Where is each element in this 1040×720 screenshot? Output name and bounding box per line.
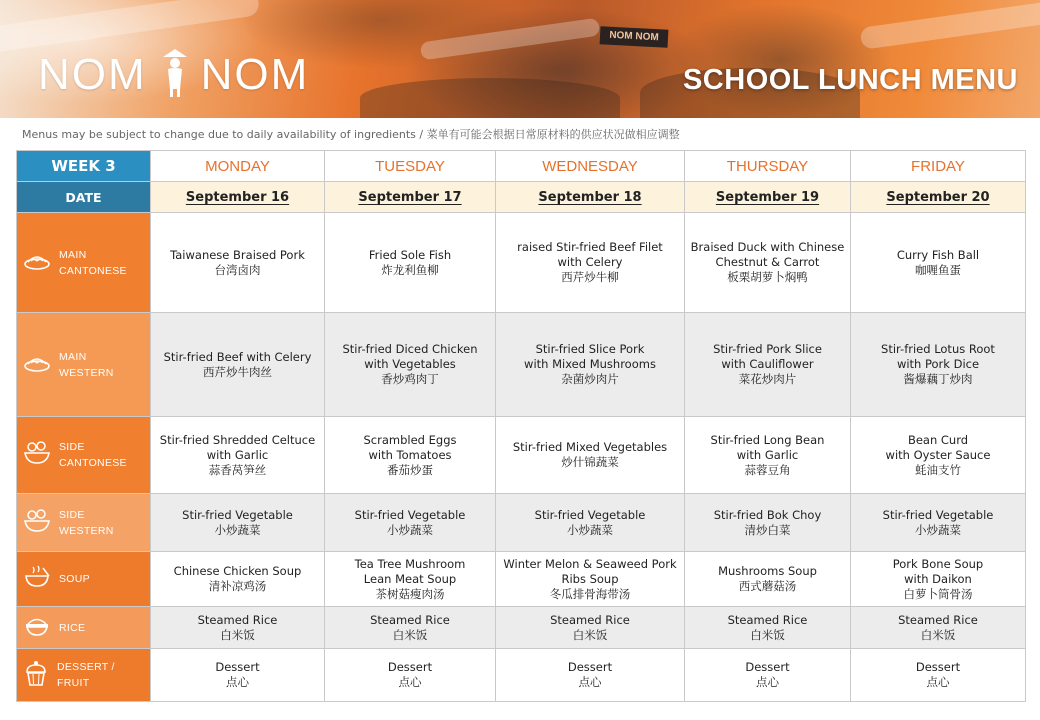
dish-text-line: Pork Bone Soup <box>892 556 984 571</box>
dish-text-line: Tea Tree Mushroom <box>354 556 466 571</box>
dish-text-line: with Vegetables <box>364 357 456 371</box>
brand-text-right: NOM <box>200 50 310 99</box>
dish-text-line: 茶树菇瘦肉汤 <box>375 586 445 601</box>
dish-text-line: 咖喱鱼蛋 <box>915 262 961 277</box>
dish-text-line: Steamed Rice <box>727 612 808 627</box>
dish-text-line: 小炒蔬菜 <box>915 522 961 537</box>
dish-text-line: 板栗胡萝卜焖鸭 <box>727 270 808 284</box>
dish-text-line: Stir-fried Long Bean <box>710 432 825 447</box>
dish-cell <box>151 552 325 607</box>
dish-cell <box>325 607 496 649</box>
dish-cell <box>496 607 685 649</box>
category-cell <box>17 213 151 313</box>
dish-cell <box>151 417 325 494</box>
shop-sign: NOM NOM <box>600 26 669 48</box>
dish-text-line: 小炒蔬菜 <box>567 522 613 537</box>
salad-bowl-icon <box>23 508 51 538</box>
dish-cell <box>325 417 496 494</box>
dish-text-line: Steamed Rice <box>898 612 978 627</box>
category-label-line: CANTONESE <box>59 457 127 469</box>
date-friday: September 20 <box>851 182 1026 213</box>
dish-text-line: Stir-fried Shredded Celtuce <box>159 432 316 447</box>
date-wednesday: September 18 <box>496 182 685 213</box>
dish-text-line: 炒什锦蔬菜 <box>561 455 619 469</box>
category-cell <box>17 494 151 552</box>
dish-text-line: 点心 <box>756 675 779 689</box>
dish-text-line: with Tomatoes <box>368 447 452 462</box>
dish-cell <box>151 313 325 417</box>
availability-notice: Menus may be subject to change due to daily availability of ingredients / 菜单有可能会根据日常原材料的供应状况做相应调整 <box>22 128 680 141</box>
dish-text-line: 蚝油支竹 <box>915 462 961 477</box>
dish-text-line: Stir-fried Vegetable <box>354 507 466 522</box>
dish-cell <box>685 313 851 417</box>
dish-text-line: 番茄炒蛋 <box>387 462 433 477</box>
category-cell <box>17 313 151 417</box>
cupcake-icon <box>23 659 49 691</box>
dish-text-line: 白米饭 <box>220 627 255 642</box>
dish-text-line: 白米饭 <box>572 627 608 642</box>
dish-text-line: Stir-fried Slice Pork <box>535 342 645 356</box>
dish-cell <box>851 494 1026 552</box>
day-tuesday: TUESDAY <box>325 151 496 182</box>
dish-text-line: Stir-fried Bok Choy <box>713 507 822 522</box>
dish-text-line: 西式蘑菇汤 <box>738 579 797 593</box>
dish-text-line: Scrambled Eggs <box>363 432 457 447</box>
dish-text-line: Chinese Chicken Soup <box>173 564 302 578</box>
dish-text-line: 蒜香莴笋丝 <box>208 462 267 477</box>
category-label-line: WESTERN <box>59 524 114 537</box>
dish-text-line: Chestnut & Carrot <box>715 255 820 269</box>
dish-text-line: Steamed Rice <box>197 612 278 627</box>
dish-text-line: 西芹炒牛肉丝 <box>203 364 272 379</box>
dish-cell <box>851 213 1026 313</box>
brand-logo <box>38 50 309 100</box>
dish-cell <box>496 552 685 607</box>
menu-row <box>17 313 1026 417</box>
menu-title: SCHOOL LUNCH MENU <box>682 64 1018 96</box>
brand-text-left: NOM <box>38 50 147 99</box>
category-label-line: RICE <box>59 621 86 634</box>
date-thursday: September 19 <box>685 182 851 213</box>
dish-cell <box>151 494 325 552</box>
dish-text-line: Lean Meat Soup <box>363 571 457 586</box>
category-label-line: MAIN <box>59 350 87 363</box>
dish-cell <box>851 313 1026 417</box>
category-label <box>59 247 127 279</box>
dish-text-line: Stir-fried Diced Chicken <box>342 342 478 356</box>
dish-text-line: 小炒蔬菜 <box>214 522 261 537</box>
dish-cell <box>325 552 496 607</box>
dish-text-line: Bean Curd <box>907 432 969 447</box>
category-cell <box>17 417 151 494</box>
dish-cell <box>325 494 496 552</box>
menu-row <box>17 552 1026 607</box>
menu-row <box>17 649 1026 702</box>
dish-text-line: 台湾卤肉 <box>214 262 261 277</box>
dish-text-line: 香炒鸡肉丁 <box>381 372 439 386</box>
category-label-line: SOUP <box>59 573 90 585</box>
dish-text-line: 西芹炒牛柳 <box>561 270 619 284</box>
dish-text-line: Dessert <box>567 660 613 674</box>
dish-text-line: 冬瓜排骨海带汤 <box>549 586 631 601</box>
category-label-line: DESSERT / <box>57 661 115 673</box>
soup-bowl-icon <box>23 564 51 594</box>
week-label: WEEK 3 <box>17 151 151 182</box>
dish-text-line: with Pork Dice <box>896 357 980 371</box>
dish-text-line: 蒜蓉豆角 <box>744 462 791 477</box>
dish-text-line: 白米饭 <box>920 627 956 642</box>
menu-row <box>17 607 1026 649</box>
dish-text-line: Dessert <box>387 660 433 674</box>
dish-text-line: with Mixed Mushrooms <box>524 357 656 371</box>
dish-cell <box>685 494 851 552</box>
date-monday: September 16 <box>151 182 325 213</box>
dish-text-line: 小炒蔬菜 <box>387 522 433 537</box>
dish-text-line: Stir-fried Vegetable <box>534 507 646 522</box>
dish-text-line: Stir-fried Beef with Celery <box>163 349 312 364</box>
menu-row <box>17 494 1026 552</box>
salad-bowl-icon <box>23 440 51 470</box>
dish-text-line: 清炒白菜 <box>744 522 791 537</box>
day-monday: MONDAY <box>151 151 325 182</box>
dish-text-line: with Celery <box>557 255 623 269</box>
dish-text-line: 点心 <box>926 675 950 689</box>
dish-text-line: raised Stir-fried Beef Filet <box>517 240 663 254</box>
dish-cell <box>496 313 685 417</box>
category-cell <box>17 649 151 702</box>
category-label <box>59 349 114 381</box>
dish-cell <box>685 417 851 494</box>
dish-text-line: with Daikon <box>904 571 972 586</box>
dish-cell <box>851 649 1026 702</box>
dish-cell <box>496 494 685 552</box>
lunch-menu-table <box>16 150 1026 702</box>
dish-text-line: Dessert <box>215 660 260 674</box>
date-tuesday: September 17 <box>325 182 496 213</box>
dish-text-line: Stir-fried Vegetable <box>182 507 293 522</box>
dish-cell <box>685 552 851 607</box>
dish-text-line: with Garlic <box>736 447 799 462</box>
category-label-line: SIDE <box>59 508 85 521</box>
dish-text-line: Steamed Rice <box>370 612 450 627</box>
dish-text-line: 白萝卜筒骨汤 <box>903 586 973 601</box>
dish-text-line: Fried Sole Fish <box>368 247 452 262</box>
dish-text-line: Stir-fried Pork Slice <box>713 342 822 356</box>
category-label-line: CANTONESE <box>59 264 127 277</box>
category-label-line: FRUIT <box>57 677 90 689</box>
date-label: DATE <box>17 182 151 213</box>
dish-text-line: Dessert <box>915 660 961 674</box>
dish-text-line: 炸龙利鱼柳 <box>381 262 439 277</box>
category-label <box>59 439 127 471</box>
rice-bowl-icon <box>23 614 51 642</box>
dish-text-line: Mushrooms Soup <box>718 564 817 578</box>
dish-cell <box>851 417 1026 494</box>
chef-figure-icon <box>155 45 195 99</box>
dish-text-line: Stir-fried Lotus Root <box>881 342 995 356</box>
dish-cell <box>151 649 325 702</box>
header-banner <box>0 0 1040 118</box>
category-cell <box>17 552 151 607</box>
day-thursday: THURSDAY <box>685 151 851 182</box>
dish-text-line: 白米饭 <box>392 627 428 642</box>
category-label <box>57 659 115 691</box>
menu-row <box>17 417 1026 494</box>
day-wednesday: WEDNESDAY <box>496 151 685 182</box>
dish-text-line: 点心 <box>226 675 249 689</box>
dish-text-line: Ribs Soup <box>561 571 619 586</box>
plate-icon <box>23 352 51 378</box>
category-label <box>59 571 90 587</box>
dish-text-line: Dessert <box>745 660 790 674</box>
dish-text-line: Winter Melon & Seaweed Pork <box>503 556 677 571</box>
category-label-line: MAIN <box>59 248 87 261</box>
plate-icon <box>23 250 51 276</box>
dish-cell <box>851 552 1026 607</box>
dish-cell <box>685 607 851 649</box>
dish-cell <box>685 213 851 313</box>
dish-text-line: 白米饭 <box>750 627 785 642</box>
day-friday: FRIDAY <box>851 151 1026 182</box>
category-cell <box>17 607 151 649</box>
dish-text-line: 酱爆藕丁炒肉 <box>903 372 973 386</box>
dish-text-line: Stir-fried Vegetable <box>882 507 994 522</box>
dish-text-line: 杂菌炒肉片 <box>561 372 619 386</box>
category-label <box>59 620 85 636</box>
dish-cell <box>496 417 685 494</box>
category-label <box>59 507 114 539</box>
dish-text-line: with Oyster Sauce <box>885 447 991 462</box>
dish-text-line: 点心 <box>398 675 422 689</box>
dish-cell <box>325 213 496 313</box>
dish-text-line: Stir-fried Mixed Vegetables <box>512 440 668 454</box>
category-label-line: WESTERN <box>59 366 114 379</box>
dish-text-line: 菜花炒肉片 <box>738 372 797 386</box>
category-label-line: SIDE <box>59 441 85 453</box>
menu-row <box>17 213 1026 313</box>
dish-cell <box>151 607 325 649</box>
dish-cell <box>325 313 496 417</box>
dish-cell <box>496 649 685 702</box>
dish-text-line: 清补凉鸡汤 <box>208 579 267 593</box>
dish-text-line: with Garlic <box>206 447 269 462</box>
dish-cell <box>325 649 496 702</box>
dish-cell <box>496 213 685 313</box>
dish-text-line: Steamed Rice <box>550 612 630 627</box>
dish-text-line: Braised Duck with Chinese <box>690 240 845 254</box>
dish-text-line: with Cauliflower <box>721 357 814 371</box>
dish-cell <box>685 649 851 702</box>
dish-cell <box>851 607 1026 649</box>
dish-text-line: Curry Fish Ball <box>896 247 980 262</box>
dish-text-line: Taiwanese Braised Pork <box>170 247 305 262</box>
dish-cell <box>151 213 325 313</box>
dish-text-line: 点心 <box>578 675 602 689</box>
